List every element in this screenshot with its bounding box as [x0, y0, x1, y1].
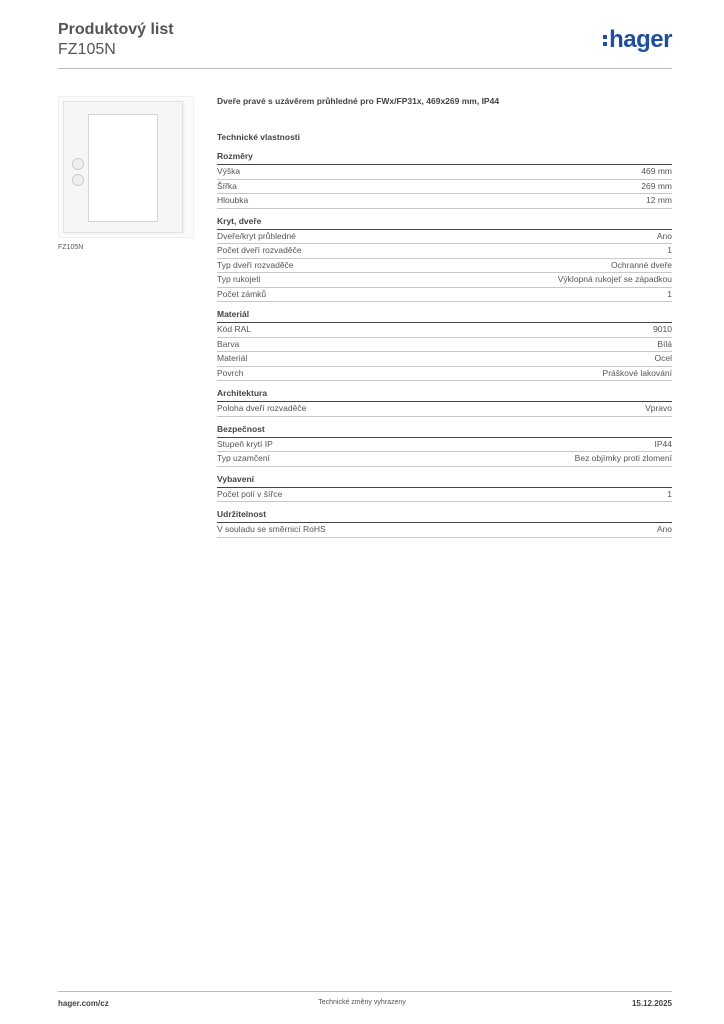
spec-row [217, 523, 672, 538]
product-details [217, 94, 672, 538]
technical-properties-title: Technické vlastnosti [217, 132, 300, 142]
spec-value: IP44 [654, 438, 672, 449]
spec-value: 9010 [653, 324, 672, 334]
product-code: FZ105N [58, 41, 116, 58]
logo-text: hager [609, 26, 672, 53]
spec-value: 1 [667, 488, 672, 499]
spec-row [217, 244, 672, 259]
spec-section [217, 308, 672, 381]
spec-value: Ano [656, 524, 672, 534]
spec-section [217, 473, 672, 503]
spec-row [217, 352, 672, 367]
header-divider [58, 68, 672, 69]
footer-website: hager.com/cz [58, 999, 109, 1008]
spec-value: Bílá [657, 338, 672, 349]
spec-row [217, 194, 672, 209]
spec-value: Práškové lakování [602, 367, 672, 378]
spec-value: Ano [656, 230, 672, 241]
page-header [58, 20, 174, 60]
spec-section [217, 215, 672, 303]
spec-label: V souladu se směrnicí RoHS [217, 524, 326, 534]
spec-row [217, 367, 672, 382]
spec-label: Počet dveří rozvaděče [217, 245, 302, 255]
spec-value: Výklopná rukojeť se západkou [557, 274, 672, 284]
spec-section [217, 423, 672, 467]
spec-value: Bez objímky proti zlomení [574, 453, 672, 463]
spec-label: Kód RAL [217, 324, 252, 334]
spec-label: Hloubka [217, 195, 249, 205]
spec-row [217, 323, 672, 338]
section-title: Rozměry [217, 150, 672, 165]
footer-note: Technické změny vyhrazeny [318, 999, 406, 1006]
spec-row [217, 288, 672, 303]
spec-label: Počet polí v šířce [217, 488, 283, 499]
spec-label: Materiál [217, 353, 248, 363]
section-title: Bezpečnost [217, 423, 672, 438]
spec-row [217, 230, 672, 245]
spec-label: Barva [217, 338, 240, 349]
section-title: Vybavení [217, 473, 672, 488]
spec-label: Výška [217, 166, 241, 176]
spec-value: Ocel [654, 353, 672, 363]
spec-row [217, 165, 672, 180]
spec-label: Typ rukojeti [217, 274, 261, 284]
spec-row [217, 338, 672, 353]
footer-date: 15.12.2025 [631, 999, 672, 1008]
spec-label: Stupeň krytí IP [217, 438, 273, 449]
spec-section [217, 508, 672, 538]
section-title: Udržitelnost [217, 508, 672, 523]
spec-row [217, 259, 672, 274]
door-illustration [63, 101, 183, 233]
spec-row [217, 452, 672, 467]
spec-label: Šířka [217, 180, 237, 191]
hager-logo [603, 28, 672, 52]
product-description: Dveře pravé s uzávěrem průhledné pro FWx/FP31x, 469x269 mm, IP44 [217, 96, 500, 106]
image-caption: FZ105N [58, 244, 84, 251]
page-title: Produktový list [58, 21, 174, 38]
door-window [88, 114, 158, 222]
spec-value: 1 [667, 288, 672, 299]
spec-section [217, 150, 672, 209]
footer-divider [58, 991, 672, 992]
spec-row [217, 402, 672, 417]
section-title: Materiál [217, 308, 672, 323]
spec-value: 1 [667, 245, 672, 255]
spec-label: Dveře/kryt průhledné [217, 230, 296, 241]
section-title: Architektura [217, 387, 672, 402]
spec-label: Počet zámků [217, 288, 267, 299]
spec-value: 469 mm [641, 166, 672, 176]
section-title: Kryt, dveře [217, 215, 672, 230]
spec-label: Poloha dveří rozvaděče [217, 403, 307, 413]
spec-value: Ochranné dveře [611, 259, 672, 270]
logo-dots-icon [603, 35, 607, 46]
spec-value: 269 mm [641, 180, 672, 191]
spec-row [217, 438, 672, 453]
spec-label: Typ uzamčení [217, 453, 270, 463]
lock-icon [72, 158, 84, 170]
spec-label: Povrch [217, 367, 244, 378]
spec-label: Typ dveří rozvaděče [217, 259, 294, 270]
spec-value: 12 mm [646, 195, 672, 205]
spec-row [217, 180, 672, 195]
handle-icon [72, 174, 84, 186]
spec-section [217, 387, 672, 417]
product-image [58, 96, 194, 238]
spec-row [217, 273, 672, 288]
spec-value: Vpravo [645, 403, 672, 413]
spec-sections [217, 150, 672, 538]
spec-row [217, 488, 672, 503]
